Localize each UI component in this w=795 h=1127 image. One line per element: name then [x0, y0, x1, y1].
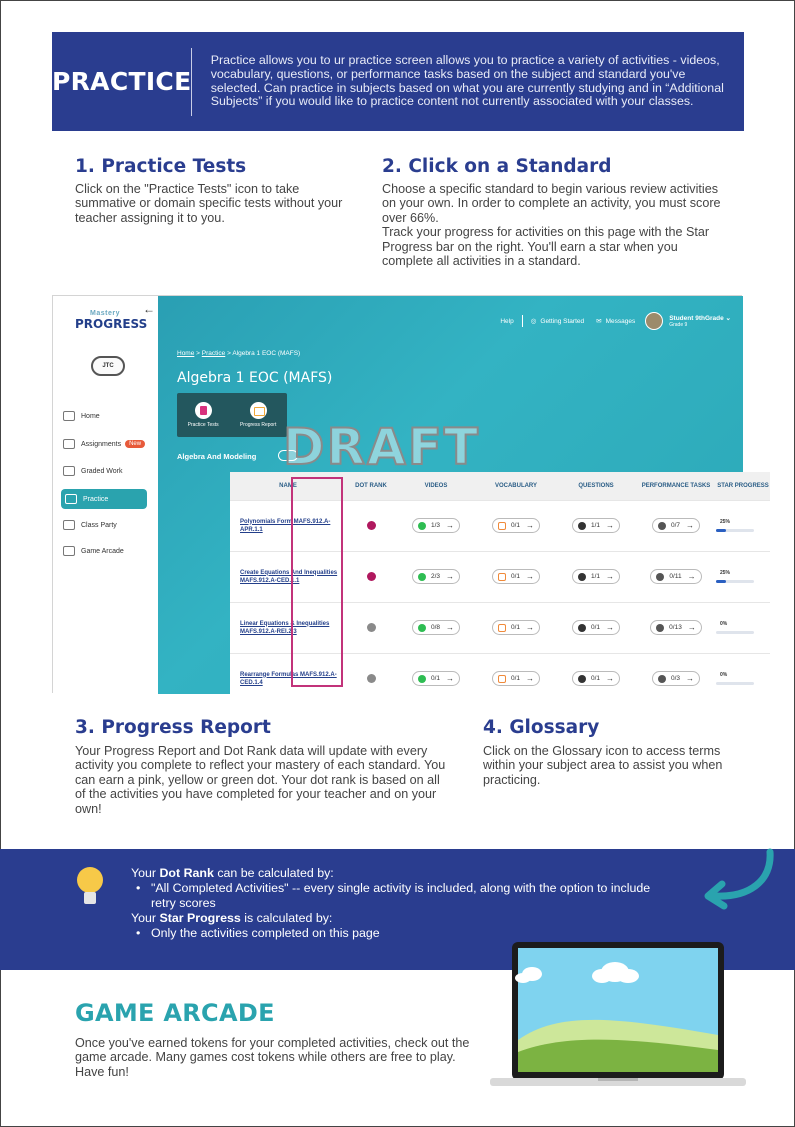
- videos-activity-button[interactable]: [412, 569, 460, 584]
- sidebar-item-label: Graded Work: [81, 467, 123, 475]
- questions-cell: [556, 671, 636, 686]
- vocabulary-icon: [498, 573, 506, 581]
- arrow-right-icon: →: [687, 572, 696, 581]
- tip-bullet-1: • "All Completed Activities" -- every single activity is included, along with the option to include retry scores: [131, 881, 661, 911]
- vocabulary-icon: [498, 624, 506, 632]
- star-progress-bar: [716, 529, 754, 532]
- page-description: Practice allows you to ur practice screen allows you to practice a variety of activities - videos, vocabulary, questions, or performance tasks based on the subject and standard you've selected. Can practice in subjects based on what you are currently studying and in “Additional Subjects” if you would like to practice content not currently associated with your classes.: [210, 53, 724, 109]
- star-progress-cell: [716, 570, 770, 583]
- arrow-right-icon: →: [606, 623, 615, 632]
- arrow-right-icon: →: [526, 674, 535, 683]
- questions-count: 1/1: [590, 573, 601, 580]
- star-progress-cell: [716, 672, 770, 685]
- standard-name-link[interactable]: Linear Equations & Inequalities MAFS.912.A-REI.2.3: [240, 620, 330, 635]
- breadcrumb: [177, 350, 300, 357]
- videos-count: 0/8: [430, 624, 441, 631]
- sidebar-item-game-arcade[interactable]: [53, 541, 158, 561]
- dot-rank-indicator: [367, 674, 376, 683]
- col-vocabulary: VOCABULARY: [494, 483, 538, 489]
- questions-activity-button[interactable]: [572, 569, 620, 584]
- videos-icon: [418, 522, 426, 530]
- sidebar-item-label: Assignments: [81, 440, 122, 448]
- practice-tests-icon: [195, 402, 212, 419]
- tasks-activity-button[interactable]: [652, 518, 700, 533]
- breadcrumb-separator: >: [196, 350, 200, 357]
- col-dot-rank: DOT RANK: [355, 483, 387, 489]
- lightbulb-icon: [76, 867, 104, 909]
- star-progress-bar: [716, 682, 754, 685]
- videos-count: 2/3: [430, 573, 441, 580]
- new-badge: New: [125, 440, 145, 448]
- questions-cell: [556, 620, 636, 635]
- tip-line-dot-rank: Your Dot Rank can be calculated by:: [131, 866, 334, 880]
- vocabulary-activity-button[interactable]: [492, 671, 540, 686]
- sidebar-item-practice[interactable]: [61, 489, 147, 509]
- step-2-title: 2. Click on a Standard: [382, 156, 612, 177]
- sidebar-item-label: Class Party: [81, 521, 117, 529]
- header-banner: [52, 32, 744, 131]
- tasks-activity-button[interactable]: [652, 671, 700, 686]
- videos-cell: [396, 518, 476, 533]
- course-title: Algebra 1 EOC (MAFS): [177, 370, 333, 386]
- step-2-body: Choose a specific standard to begin various review activities on your own. In order to complete an activity, you must score over 66%. Track your progress for activities on this page with the Star Progress bar on the right. You'll earn a star when you complete all activities in a standard.: [382, 182, 721, 269]
- standard-name-link[interactable]: Rearrange Formulas MAFS.912.A-CED.1.4: [240, 671, 337, 686]
- practice-screenshot: [52, 295, 769, 693]
- questions-activity-button[interactable]: [572, 620, 620, 635]
- sidebar-item-label: Practice: [83, 495, 109, 503]
- vocabulary-count: 0/1: [510, 675, 521, 682]
- tasks-count: 0/3: [670, 675, 681, 682]
- arrow-right-icon: →: [526, 572, 535, 581]
- tasks-activity-button[interactable]: [650, 620, 702, 635]
- vocabulary-count: 0/1: [510, 522, 521, 529]
- star-progress-percent: 25%: [720, 570, 731, 576]
- questions-activity-button[interactable]: [572, 518, 620, 533]
- topbar-divider: [522, 315, 523, 327]
- arrow-right-icon: →: [686, 674, 695, 683]
- logo-main-text: PROGRESS: [75, 317, 148, 331]
- dot-rank-cell: [346, 623, 396, 632]
- standard-name-link[interactable]: Create Equations And Inequalities MAFS.912.A-CED.1.1: [240, 569, 338, 584]
- breadcrumb-practice[interactable]: Practice: [201, 350, 226, 357]
- logo-top-text: Mastery: [90, 310, 120, 317]
- questions-count: 1/1: [590, 522, 601, 529]
- videos-icon: [418, 624, 426, 632]
- breadcrumb-separator: >: [227, 350, 231, 357]
- col-questions: QUESTIONS: [578, 483, 614, 489]
- progress-report-icon: [250, 402, 267, 419]
- avatar[interactable]: [645, 312, 663, 330]
- user-grade: Grade 9: [669, 322, 688, 328]
- questions-cell: [556, 518, 636, 533]
- videos-activity-button[interactable]: [412, 518, 460, 533]
- breadcrumb-current: Algebra 1 EOC (MAFS): [232, 350, 301, 357]
- tasks-icon: [656, 573, 664, 581]
- step-4-title: 4. Glossary: [483, 717, 600, 738]
- vocabulary-cell: [476, 569, 556, 584]
- videos-cell: [396, 671, 476, 686]
- step-4-body: Click on the Glossary icon to access terms within your subject area to assist you when practicing.: [483, 744, 723, 787]
- curved-arrow-icon: [700, 850, 780, 914]
- sidebar: [53, 296, 158, 694]
- star-progress-bar: [716, 580, 754, 583]
- star-progress-percent: 25%: [720, 519, 731, 525]
- game-arcade-body: Once you've earned tokens for your completed activities, check out the game arcade. Many games cost tokens while others are free to play. Have fun!: [75, 1036, 470, 1079]
- tasks-cell: [636, 518, 716, 533]
- game-arcade-icon: [63, 546, 75, 556]
- practice-tests-button[interactable]: [188, 402, 219, 428]
- arrow-right-icon: →: [446, 572, 455, 581]
- graded-work-icon: [63, 466, 75, 476]
- help-link[interactable]: Help: [500, 317, 514, 325]
- arrow-right-icon: →: [526, 521, 535, 530]
- class-party-icon: [63, 520, 75, 530]
- questions-icon: [578, 675, 586, 683]
- videos-cell: [396, 620, 476, 635]
- laptop-illustration: [490, 940, 746, 1088]
- step-3-body: Your Progress Report and Dot Rank data will update with every activity you complete to reflect your mastery of each standard. You can earn a pink, yellow or green dot. Your dot rank is based on all of the activities you have completed for your teacher and on your own!: [75, 744, 446, 816]
- videos-cell: [396, 569, 476, 584]
- assignments-icon: [63, 439, 75, 449]
- draft-watermark: DRAFT: [283, 418, 480, 476]
- dot-rank-indicator: [367, 623, 376, 632]
- messages-link[interactable]: Messages: [605, 317, 636, 325]
- tasks-count: 0/13: [669, 624, 682, 631]
- vocabulary-count: 0/1: [510, 624, 521, 631]
- collapse-sidebar-icon[interactable]: ←: [143, 302, 155, 316]
- videos-activity-button[interactable]: [412, 620, 460, 635]
- getting-started-icon: ◎: [530, 318, 537, 325]
- standard-name-link[interactable]: Polynomials Form MAFS.912.A-APR.1.1: [240, 518, 331, 533]
- videos-icon: [418, 675, 426, 683]
- dot-rank-cell: [346, 674, 396, 683]
- tasks-icon: [656, 624, 664, 632]
- arrow-right-icon: →: [606, 572, 615, 581]
- col-performance-tasks: PERFORMANCE TASKS: [641, 483, 711, 489]
- questions-count: 0/1: [590, 675, 601, 682]
- sidebar-item-class-party[interactable]: [53, 515, 158, 535]
- vocabulary-activity-button[interactable]: [492, 569, 540, 584]
- questions-count: 0/1: [590, 624, 601, 631]
- arrow-right-icon: →: [606, 521, 615, 530]
- col-videos: VIDEOS: [424, 483, 448, 489]
- sidebar-item-assignments[interactable]: [53, 434, 158, 454]
- vocabulary-activity-button[interactable]: [492, 518, 540, 533]
- sidebar-item-label: Home: [81, 412, 100, 420]
- star-progress-bar: [716, 631, 754, 634]
- practice-icon: [65, 494, 77, 504]
- vocabulary-icon: [498, 522, 506, 530]
- progress-report-button[interactable]: [240, 402, 276, 428]
- arrow-right-icon: →: [526, 623, 535, 632]
- dot-rank-indicator: [367, 572, 376, 581]
- school-logo: JTC: [91, 356, 125, 376]
- dot-rank-highlight: [291, 477, 343, 687]
- vocabulary-cell: [476, 671, 556, 686]
- questions-icon: [578, 522, 586, 530]
- col-star-progress: STAR PROGRESS: [717, 483, 769, 489]
- progress-report-label: Progress Report: [239, 422, 277, 428]
- user-menu[interactable]: [669, 314, 731, 328]
- tasks-cell: [636, 620, 716, 635]
- sidebar-item-graded-work[interactable]: [53, 461, 158, 481]
- star-progress-fill: [716, 580, 726, 583]
- arrow-right-icon: →: [606, 674, 615, 683]
- practice-tests-label: Practice Tests: [187, 422, 219, 428]
- game-arcade-title: GAME ARCADE: [75, 999, 275, 1027]
- tasks-count: 0/7: [670, 522, 681, 529]
- getting-started-link[interactable]: Getting Started: [540, 317, 585, 325]
- tip-bullet-2: • Only the activities completed on this page: [131, 926, 661, 941]
- main-panel: [158, 296, 769, 694]
- home-icon: [63, 411, 75, 421]
- star-progress-cell: [716, 621, 770, 634]
- vocabulary-cell: [476, 518, 556, 533]
- sidebar-item-label: Game Arcade: [81, 547, 124, 555]
- tasks-cell: [636, 671, 716, 686]
- arrow-right-icon: →: [446, 623, 455, 632]
- questions-cell: [556, 569, 636, 584]
- arrow-right-icon: →: [686, 521, 695, 530]
- tasks-count: 0/11: [669, 573, 682, 580]
- videos-count: 0/1: [430, 675, 441, 682]
- videos-count: 1/3: [430, 522, 441, 529]
- arrow-right-icon: →: [446, 521, 455, 530]
- page-title: PRACTICE: [52, 67, 192, 96]
- tasks-icon: [658, 522, 666, 530]
- step-1-title: 1. Practice Tests: [75, 156, 247, 177]
- top-bar: [500, 312, 731, 330]
- questions-icon: [578, 573, 586, 581]
- vocabulary-icon: [498, 675, 506, 683]
- dot-rank-indicator: [367, 521, 376, 530]
- questions-activity-button[interactable]: [572, 671, 620, 686]
- tasks-icon: [658, 675, 666, 683]
- videos-activity-button[interactable]: [412, 671, 460, 686]
- vocabulary-count: 0/1: [510, 573, 521, 580]
- mastery-progress-logo: [75, 310, 148, 338]
- questions-icon: [578, 624, 586, 632]
- vocabulary-activity-button[interactable]: [492, 620, 540, 635]
- star-progress-percent: 0%: [720, 672, 728, 678]
- tip-line-star-progress: Your Star Progress is calculated by:: [131, 911, 333, 925]
- messages-icon: ✉: [596, 318, 602, 325]
- dot-rank-cell: [346, 521, 396, 530]
- dot-rank-cell: [346, 572, 396, 581]
- col-name: NAME: [279, 483, 297, 489]
- step-1-body: Click on the "Practice Tests" icon to take summative or domain specific tests without your teacher assigning it to you.: [75, 182, 343, 225]
- star-progress-cell: [716, 519, 770, 532]
- sidebar-item-home[interactable]: [53, 406, 158, 426]
- videos-icon: [418, 573, 426, 581]
- arrow-right-icon: →: [687, 623, 696, 632]
- star-progress-percent: 0%: [720, 621, 728, 627]
- breadcrumb-home[interactable]: Home: [177, 350, 195, 357]
- star-progress-fill: [716, 529, 726, 532]
- tasks-cell: [636, 569, 716, 584]
- tip-text: [131, 866, 661, 941]
- arrow-right-icon: →: [446, 674, 455, 683]
- domain-label: Algebra And Modeling: [177, 452, 257, 461]
- tasks-activity-button[interactable]: [650, 569, 701, 584]
- practice-toolbox: [177, 393, 287, 437]
- step-3-title: 3. Progress Report: [75, 717, 271, 738]
- vocabulary-cell: [476, 620, 556, 635]
- user-name: Student 9thGrade ⌄: [669, 315, 731, 322]
